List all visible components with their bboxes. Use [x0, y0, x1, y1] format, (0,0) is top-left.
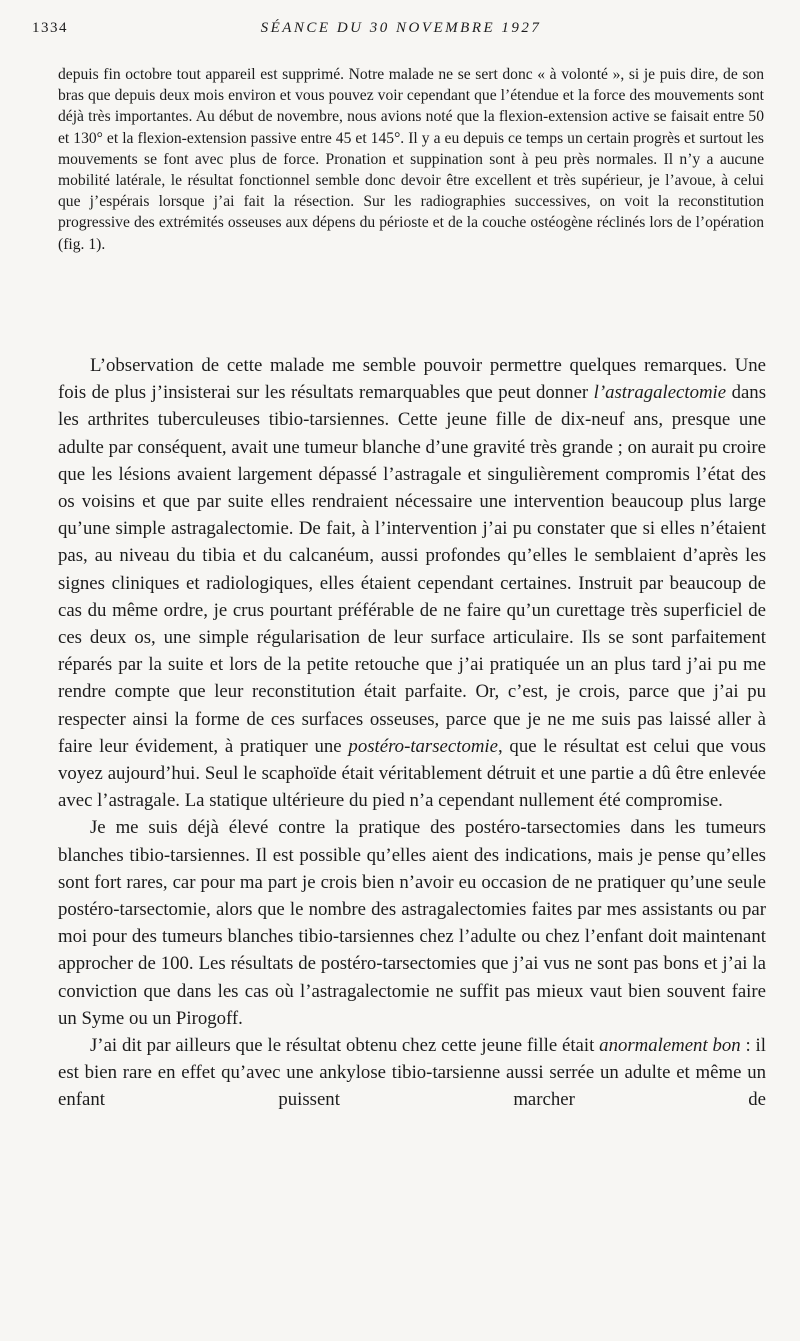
body-text	[58, 352, 766, 1114]
page-number: 1334	[32, 20, 68, 36]
paragraph-text: dans les arthrites tuberculeuses tibio-tarsiennes. Cette jeune fille de dix-neuf ans, presque une adulte par conséquent, avait une tumeur blanche d’une gravité très grande ; on aurait pu croire que les lésions avaient largement dépassé l’astragale et singulièrement compromis l’état des os voisins et que par suite elles rendraient nécessaire une intervention beaucoup plus large qu’une simple astragalectomie. De fait, à l’intervention j’ai pu constater que si elles n’étaient pas, au niveau du tibia et du calcanéum, aussi profondes qu’elles le semblaient d’après les signes cliniques et radiologiques, elles étaient cependant certaines. Instruit par beaucoup de cas du même ordre, je crus pourtant préférable de ne faire qu’un curettage très superficiel de ces deux os, une simple régularisation de leur surface articulaire. Ils se sont parfaitement réparés par la suite et lors de la petite retouche que j’ai pratiquée un an plus tard j’ai pu me rendre compte que leur reconstitution était parfaite. Or, c’est, je crois, parce que j’ai pu respecter ainsi la forme de ces surfaces osseuses, parce que je ne me suis pas laissé aller à faire leur évidement, à pratiquer une	[58, 382, 767, 757]
running-title: SÉANCE DU 30 NOVEMBRE 1927	[260, 20, 542, 36]
paragraph-text: J’ai dit par ailleurs que le résultat obtenu chez cette jeune fille était	[90, 1035, 600, 1057]
lead-paragraph	[58, 64, 764, 255]
paragraph-tarsectomies	[58, 814, 766, 1032]
lead-text-part2: ).	[96, 235, 106, 253]
paragraph-text: Je me suis déjà élevé contre la pratique des postéro-tarsectomies dans les tumeurs blanches tibio-tarsiennes. Il est possible qu’elles aient des indications, mais je pense qu’elles sont fort rares, car pour ma part je crois bien n’avoir eu occasion de ne pratiquer qu’une seule postéro-tarsectomie, alors que le nombre des astragalectomies faites par mes assistants ou par moi pour des tumeurs blanches tibio-tarsiennes chez l’adulte ou chez l’enfant doit maintenant approcher de 100. Les résultats de postéro-tarsectomies que j’ai vus ne sont pas bons et j’ai la conviction que dans les cas où l’astragalectomie ne suffit pas mieux vaut bien souvent faire un Syme ou un Pirogoff.	[58, 817, 766, 1029]
italic-term: anormalement bon	[599, 1035, 741, 1057]
running-header	[32, 20, 770, 44]
paragraph-text: L’observation de cette malade me semble pouvoir permettre quelques remarques. Une fois de plus j’insisterai sur les résultats remarquables que peut donner	[58, 355, 766, 404]
lead-text-part1: depuis fin octobre tout appareil est supprimé. Notre malade ne se sert donc « à volonté », si je puis dire, de son bras que depuis deux mois environ et vous pouvez voir cependant que l’étendue et la force des mouvements sont déjà très importantes. Au début de novembre, nous avions noté que la flexion-extension active se faisait entre 50 et 130° et la flexion-extension passive entre 45 et 145°. Il y a eu depuis ce temps un certain progrès et surtout les mouvements se font avec plus de force. Pronation et suppination sont à peu près normales. Il n’y a aucune mobilité latérale, le résultat fonctionnel semble donc devoir être excellent et très supérieur, je l’avoue, à celui que j’espérais lorsque j’ai fait la résection. Sur les radiographies successives, on voit la reconstitution progressive des extrémités osseuses aux dépens du périoste et de la couche ostéogène réclinés lors de l’opération (	[58, 66, 764, 253]
italic-term: l’astragalectomie	[593, 382, 727, 404]
paragraph-text: : il est bien rare en effet qu’avec une ankylose tibio-tarsienne aussi serrée un adulte et même un enfant puissent marcher de	[58, 1035, 766, 1111]
italic-term: postéro-tarsectomie	[348, 735, 498, 757]
paragraph-result	[58, 1032, 766, 1114]
paragraph-text: , que le résultat est celui que vous voyez aujourd’hui. Seul le scaphoïde était véritablement détruit et une partie a dû être enlevée avec l’astragale. La statique ultérieure du pied n’a cependant nullement été compromise.	[58, 735, 766, 812]
paragraph-observation	[58, 352, 766, 814]
figure-reference: fig. 1	[63, 235, 97, 253]
